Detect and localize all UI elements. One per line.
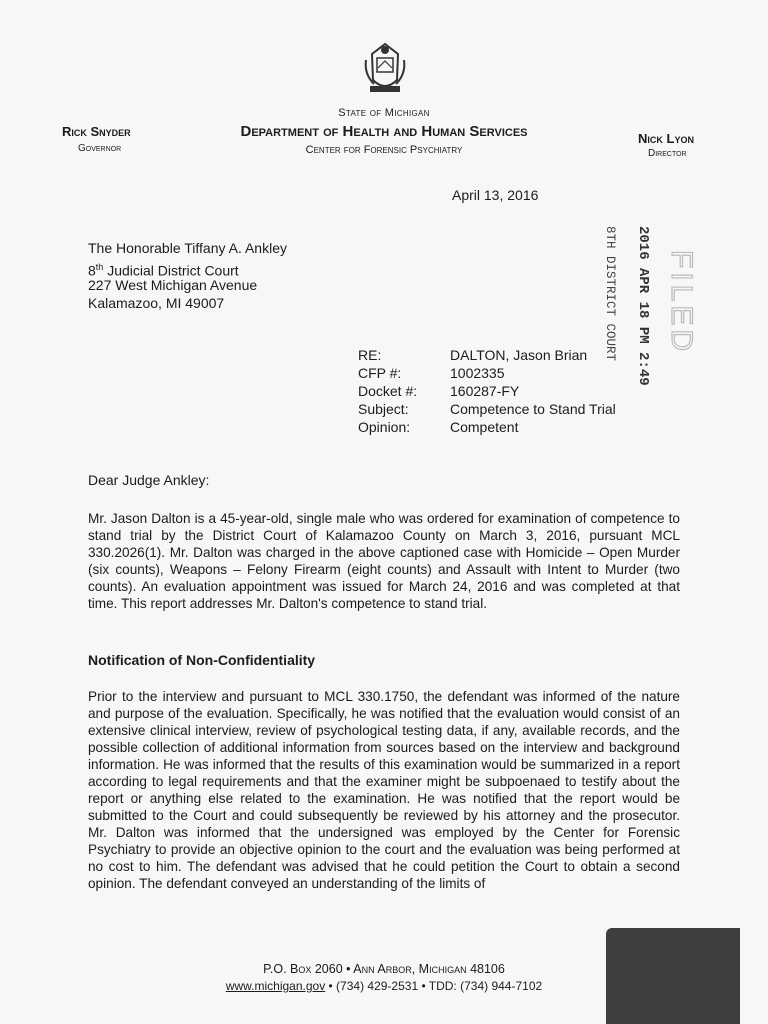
director-name: Nick Lyon bbox=[638, 131, 694, 146]
director-title: Director bbox=[648, 148, 687, 159]
filed-stamp bbox=[590, 220, 698, 390]
header-center: Center for Forensic Psychiatry bbox=[305, 144, 463, 156]
salutation: Dear Judge Ankley: bbox=[88, 472, 210, 488]
letter-date: April 13, 2016 bbox=[452, 187, 539, 203]
header-state: State of Michigan bbox=[338, 107, 430, 119]
header-department: Department of Health and Human Services bbox=[240, 123, 528, 140]
cfp-value: 1002335 bbox=[450, 365, 505, 381]
section-heading: Notification of Non-Confidentiality bbox=[88, 652, 316, 668]
redaction-tape bbox=[606, 928, 740, 1024]
non-confidentiality-paragraph: Prior to the interview and pursuant to MCL 330.1750, the defendant was informed of the nature and purpose of the evaluation. Specifically, he was notified that the evaluation would consist of an extensive clinical interview, review of psychological testing data, if any, available records, and the possible collection of additional information from sources based on the interview and background information. He was informed that the results of this examination would be summarized in a report according to legal requirements and that the examiner might be subpoenaed to testify about the report or anything else related to the examination. He was notified that the report would be submitted to the Court and could subsequently be reviewed by his attorney and the prosecutor. Mr. Dalton was informed that the undersigned was employed by the Center for Forensic Psychiatry to provide an objective opinion to the court and the evaluation was being performed at no cost to him. The defendant was advised that he could petition the Court to obtain a second opinion. The defendant conveyed an understanding of the limits of bbox=[88, 689, 680, 891]
subject-value: Competence to Stand Trial bbox=[450, 401, 616, 417]
court-ordinal: 8 bbox=[88, 262, 96, 279]
governor-title: Governor bbox=[78, 143, 122, 154]
re-value: DALTON, Jason Brian bbox=[450, 347, 588, 363]
intro-paragraph: Mr. Jason Dalton is a 45-year-old, single male who was ordered for examination of competence to stand trial by the District Court of Kalamazoo County on March 3, 2016, pursuant MCL 330.2026(1). Mr. Dalton was charged in the above captioned case with Homicide – Open Murder (six counts), Weapons – Felony Firearm (eight counts) and Assault with Intent to Murder (two counts). An evaluation appointment was issued for March 24, 2016 and was completed at that time. This report addresses Mr. Dalton's competence to stand trial. bbox=[88, 511, 680, 611]
opinion-label: Opinion: bbox=[358, 419, 411, 435]
stamp-court: 8TH DISTRICT COURT bbox=[603, 226, 617, 362]
governor-name: Rick Snyder bbox=[62, 124, 131, 139]
re-label: RE: bbox=[358, 347, 382, 363]
footer-address: P.O. Box 2060 • Ann Arbor, Michigan 48106 bbox=[263, 962, 505, 976]
subject-label: Subject: bbox=[358, 401, 409, 417]
recipient-name: The Honorable Tiffany A. Ankley bbox=[88, 240, 287, 256]
court-name: Judicial District Court bbox=[103, 262, 239, 279]
footer-website-link[interactable]: www.michigan.gov bbox=[225, 979, 326, 993]
recipient-city: Kalamazoo, MI 49007 bbox=[88, 295, 225, 311]
recipient-street: 227 West Michigan Avenue bbox=[88, 277, 258, 293]
court-ordinal-suffix: th bbox=[95, 262, 104, 272]
cfp-label: CFP #: bbox=[358, 365, 402, 381]
docket-label: Docket #: bbox=[358, 383, 418, 399]
stamp-datetime: 2016 APR 18 PM 2:49 bbox=[635, 226, 651, 386]
opinion-value: Competent bbox=[450, 419, 519, 435]
docket-value: 160287-FY bbox=[450, 383, 520, 399]
state-seal-image bbox=[364, 40, 406, 96]
stamp-filed: FILED bbox=[665, 250, 698, 356]
footer-phones: • (734) 429-2531 • TDD: (734) 944-7102 bbox=[325, 979, 543, 993]
